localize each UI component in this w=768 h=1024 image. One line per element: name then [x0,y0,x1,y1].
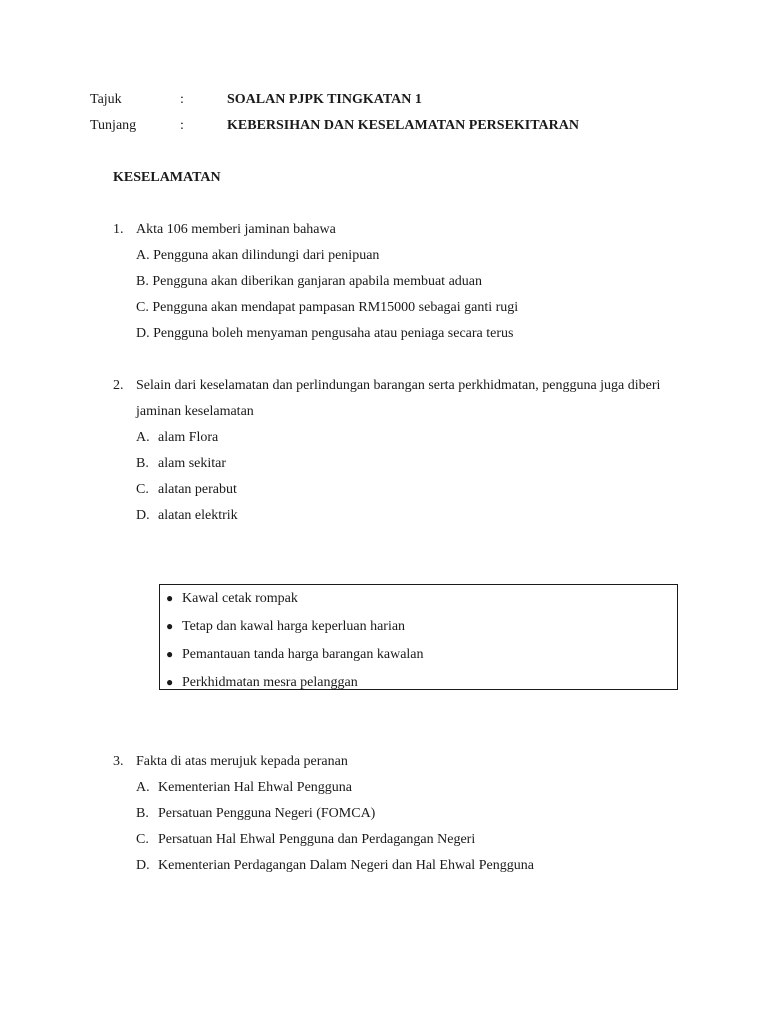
option-text: Persatuan Pengguna Negeri (FOMCA) [158,806,376,821]
bullet-icon: ● [166,647,174,661]
option-c [136,481,237,499]
option-a [136,779,352,797]
option-letter: D. [136,508,150,523]
bullet-icon: ● [166,591,174,605]
fact-box [159,584,678,690]
option-d [136,325,513,343]
option-a [136,247,379,265]
fact-item-text: Tetap dan kawal harga keperluan harian [182,619,406,634]
option-letter: B. [136,274,149,289]
option-d [136,507,238,525]
option-text: Pengguna akan diberikan ganjaran apabila membuat aduan [152,274,482,289]
fact-item [166,589,298,608]
fact-item [166,673,358,692]
option-text: Kementerian Perdagangan Dalam Negeri dan Hal Ehwal Pengguna [158,858,534,873]
fact-item-text: Kawal cetak rompak [182,591,298,606]
option-text: Persatuan Hal Ehwal Pengguna dan Perdagangan Negeri [158,832,476,847]
bullet-icon: ● [166,675,174,689]
option-text: alatan elektrik [158,508,238,523]
fact-item [166,617,405,636]
option-text: Kementerian Hal Ehwal Pengguna [158,780,352,795]
option-b [136,273,482,291]
header-colon: : [180,92,184,107]
option-letter: B. [136,456,149,471]
option-d [136,857,534,875]
header-value-tunjang: KEBERSIHAN DAN KESELAMATAN PERSEKITARAN [227,118,579,133]
option-c [136,299,518,317]
fact-item [166,645,424,664]
option-b [136,455,226,473]
option-letter: C. [136,300,149,315]
fact-item-text: Perkhidmatan mesra pelanggan [182,675,358,690]
option-letter: A. [136,248,150,263]
header-value-title: SOALAN PJPK TINGKATAN 1 [227,92,422,107]
option-letter: C. [136,832,149,847]
option-text: Pengguna akan mendapat pampasan RM15000 sebagai ganti rugi [152,300,519,315]
option-b [136,805,375,823]
header-label-tunjang: Tunjang [90,118,137,133]
question-number: 3. [113,754,124,769]
question-stem: Fakta di atas merujuk kepada peranan [136,754,348,769]
option-text: alam sekitar [158,456,227,471]
option-text: alatan perabut [158,482,237,497]
option-text: Pengguna akan dilindungi dari penipuan [153,248,380,263]
question-3 [113,753,673,883]
option-text: alam Flora [158,430,219,445]
question-stem: Akta 106 memberi jaminan bahawa [136,222,336,237]
option-letter: A. [136,780,150,795]
fact-item-text: Pemantauan tanda harga barangan kawalan [182,647,424,662]
option-a [136,429,218,447]
question-stem: Selain dari keselamatan dan perlindungan barangan serta perkhidmatan, pengguna juga diberi jaminan keselamatan [136,378,661,419]
section-title: KESELAMATAN [113,170,221,185]
question-number: 2. [113,378,124,393]
option-letter: C. [136,482,149,497]
option-letter: D. [136,326,150,341]
question-1 [113,221,673,351]
header-colon: : [180,118,184,133]
option-letter: B. [136,806,149,821]
option-c [136,831,475,849]
bullet-icon: ● [166,619,174,633]
option-letter: D. [136,858,150,873]
option-letter: A. [136,430,150,445]
option-text: Pengguna boleh menyaman pengusaha atau peniaga secara terus [153,326,514,341]
question-number: 1. [113,222,124,237]
question-2 [113,377,673,527]
header-label-tajuk: Tajuk [90,92,122,107]
